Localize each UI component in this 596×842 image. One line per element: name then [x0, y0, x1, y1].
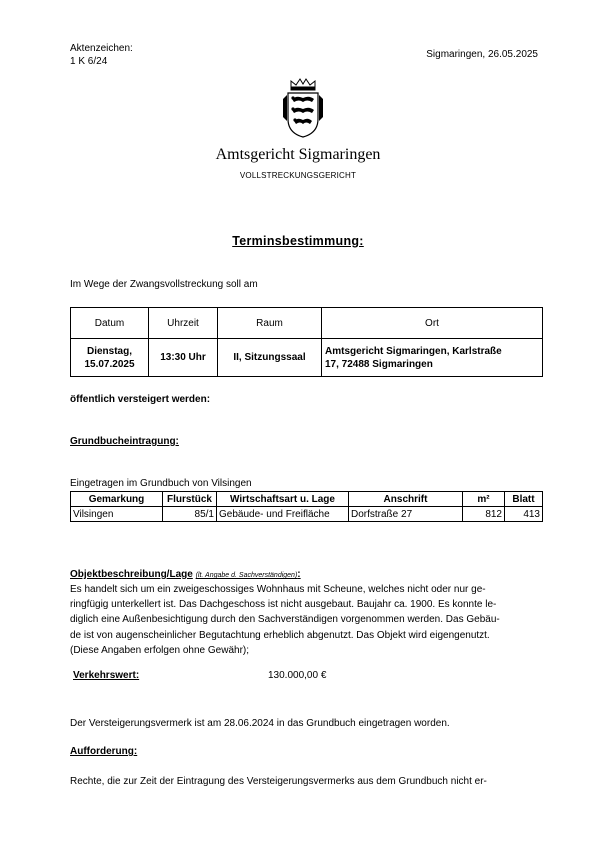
desc-line-5: (Diese Angaben erfolgen ohne Gewähr); [70, 644, 250, 656]
desc-line-2: ringfügig unterkellert ist. Das Dachgeschoss ist nicht ausgebaut. Baujahr ca. 1900. Es konnte le- [70, 599, 497, 611]
verkehrswert-value: 130.000,00 € [268, 670, 327, 681]
cell-blatt: 413 [505, 507, 543, 522]
header-datum: Datum [71, 308, 149, 339]
aktenzeichen-label: Aktenzeichen: [70, 43, 133, 54]
cell-flurstueck: 85/1 [163, 507, 217, 522]
coat-of-arms-icon [283, 77, 323, 139]
objekt-heading [70, 569, 301, 580]
objekt-description [70, 582, 545, 658]
place-date: Sigmaringen, 26.05.2025 [426, 49, 538, 60]
aktenzeichen-value: 1 K 6/24 [70, 56, 108, 67]
court-name [0, 146, 596, 164]
cell-qm: 812 [463, 507, 505, 522]
versteigert-text: öffentlich versteigert werden: [70, 394, 211, 405]
desc-line-4: de ist von augenscheinlicher Begutachtung erheblich abgenutzt. Das Objekt wird eigengenutzt. [70, 629, 490, 641]
grundbuch-table [70, 491, 543, 522]
datum-weekday: Dienstag, [86, 345, 132, 357]
eingetragen-text: Eingetragen im Grundbuch von Vilsingen [70, 478, 252, 489]
header-flurstueck: Flurstück [163, 492, 217, 507]
datum-date: 15.07.2025 [84, 358, 135, 370]
desc-line-3: diglich eine Außenbesichtigung durch den Sachverständigen vorgenommen werden. Das Gebäu- [70, 614, 500, 626]
rechte-text: Rechte, die zur Zeit der Eintragung des Versteigerungsvermerks aus dem Grundbuch nicht er- [70, 776, 487, 787]
header-uhrzeit: Uhrzeit [149, 308, 218, 339]
termin-table-row [71, 339, 543, 377]
cell-anschrift: Dorfstraße 27 [349, 507, 463, 522]
verkehrswert-label: Verkehrswert: [73, 670, 140, 681]
objekt-note: (lt. Angabe d. Sachverständigen) [195, 572, 298, 579]
objekt-colon: : [297, 569, 301, 580]
court-department: VOLLSTRECKUNGSGERICHT [239, 171, 357, 180]
cell-datum [71, 339, 149, 377]
grundbuch-table-header [71, 492, 543, 507]
aufforderung-heading: Aufforderung: [70, 746, 138, 757]
intro-text: Im Wege der Zwangsvollstreckung soll am [70, 279, 258, 290]
document-title: Terminsbestimmung: [232, 234, 364, 248]
grundbuch-table-row [71, 507, 543, 522]
header-gemarkung: Gemarkung [71, 492, 163, 507]
court-name-main: Amtsgericht [215, 146, 295, 163]
cell-gemarkung: Vilsingen [71, 507, 163, 522]
termin-table [70, 307, 543, 377]
termin-table-header [71, 308, 543, 339]
objekt-label: Objektbeschreibung/Lage [70, 569, 193, 580]
grundbuch-heading: Grundbucheintragung: [70, 436, 179, 447]
aktenzeichen-block [70, 42, 133, 68]
vermerk-text: Der Versteigerungsvermerk ist am 28.06.2024 in das Grundbuch eingetragen worden. [70, 718, 450, 729]
court-name-city: Sigmaringen [298, 146, 381, 163]
header-qm: m² [463, 492, 505, 507]
header-ort: Ort [322, 308, 543, 339]
cell-wirtschaftsart: Gebäude- und Freifläche [217, 507, 349, 522]
cell-ort [322, 339, 543, 377]
header-blatt: Blatt [505, 492, 543, 507]
header-raum: Raum [218, 308, 322, 339]
ort-line-1: Amtsgericht Sigmaringen, Karlstraße [325, 345, 502, 357]
cell-uhrzeit: 13:30 Uhr [149, 339, 218, 377]
header-wirtschaftsart: Wirtschaftsart u. Lage [217, 492, 349, 507]
desc-line-1: Es handelt sich um ein zweigeschossiges Wohnhaus mit Scheune, welches nicht oder nur ge- [70, 584, 486, 595]
cell-raum: II, Sitzungssaal [218, 339, 322, 377]
ort-line-2: 17, 72488 Sigmaringen [325, 358, 433, 370]
header-anschrift: Anschrift [349, 492, 463, 507]
